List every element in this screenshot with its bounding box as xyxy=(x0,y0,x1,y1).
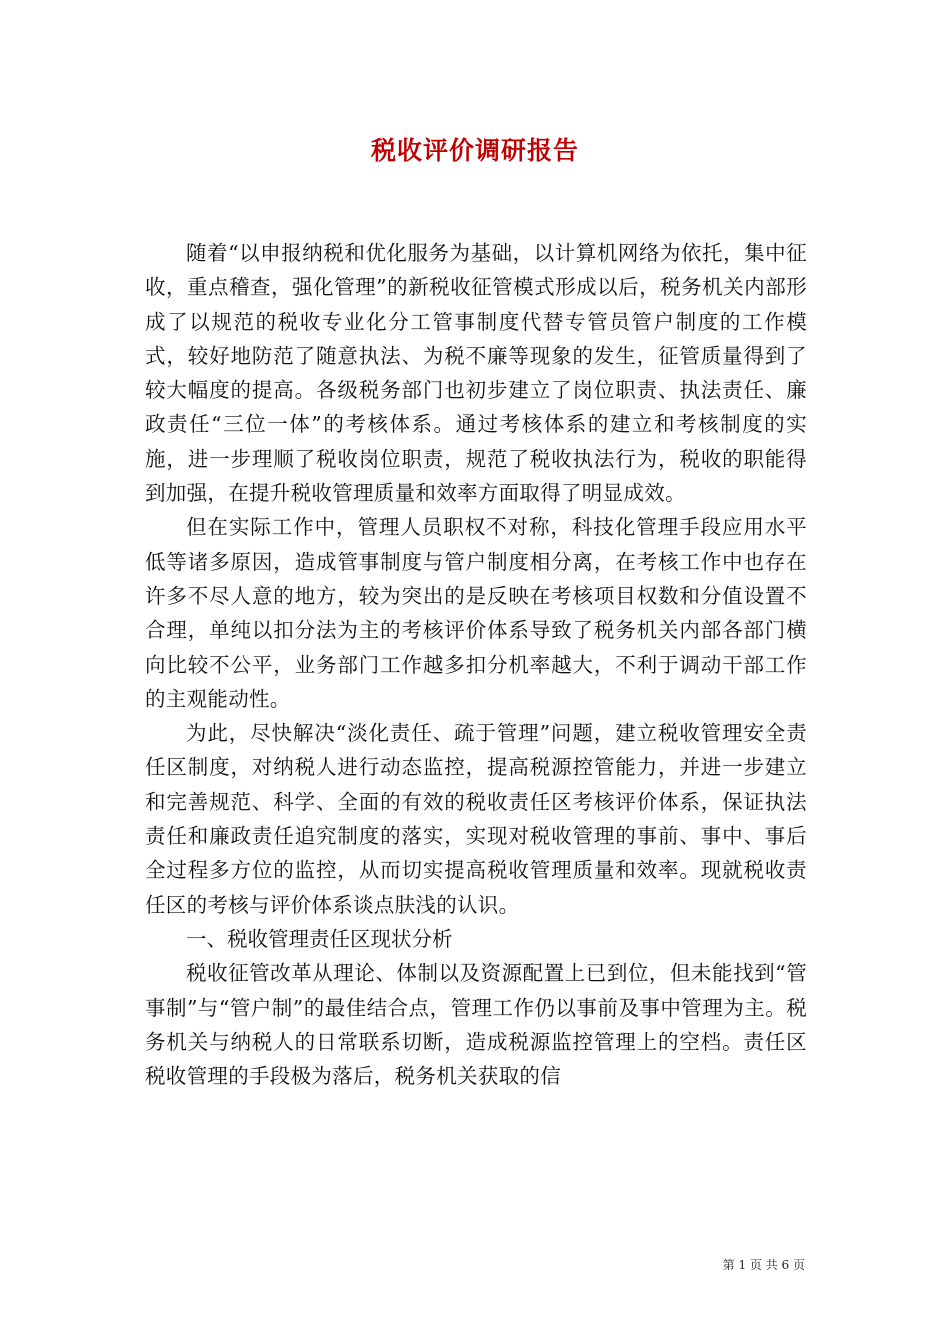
paragraph-1: 随着“以申报纳税和优化服务为基础，以计算机网络为依托，集中征收，重点稽查，强化管理”的新税收征管模式形成以后，税务机关内部形成了以规范的税收专业化分工管事制度代替专管员管户制度的工作模式，较好地防范了随意执法、为税不廉等现象的发生，征管质量得到了较大幅度的提高。各级税务部门也初步建立了岗位职责、执法责任、廉政责任“三位一体”的考核体系。通过考核体系的建立和考核制度的实施，进一步理顺了税收岗位职责，规范了税收执法行为，税收的职能得到加强，在提升税收管理质量和效率方面取得了明显成效。 xyxy=(145,241,807,506)
paragraph-3: 为此，尽快解决“淡化责任、疏于管理”问题，建立税收管理安全责任区制度，对纳税人进行动态监控，提高税源控管能力，并进一步建立和完善规范、科学、全面的有效的税收责任区考核评价体系，保证执法责任和廉政责任追究制度的落实，实现对税收管理的事前、事中、事后全过程多方位的监控，从而切实提高税收管理质量和效率。现就税收责任区的考核与评价体系谈点肤浅的认识。 xyxy=(145,721,807,917)
section-heading: 一、税收管理责任区现状分析 xyxy=(186,926,453,951)
paragraph-2: 但在实际工作中，管理人员职权不对称，科技化管理手段应用水平低等诸多原因，造成管事制度与管户制度相分离，在考核工作中也存在许多不尽人意的地方，较为突出的是反映在考核项目权数和分值设置不合理，单纯以扣分法为主的考核评价体系导致了税务机关内部各部门横向比较不公平，业务部门工作越多扣分机率越大，不利于调动干部工作的主观能动性。 xyxy=(145,515,807,711)
document-body xyxy=(145,236,807,1093)
document-title: 税收评价调研报告 xyxy=(370,136,579,165)
paragraph-4: 税收征管改革从理论、体制以及资源配置上已到位，但未能找到“管事制”与“管户制”的最佳结合点，管理工作仍以事前及事中管理为主。税务机关与纳税人的日常联系切断，造成税源监控管理上的空档。责任区税收管理的手段极为落后，税务机关获取的信 xyxy=(145,961,807,1089)
page-number: 第 1 页 共 6 页 xyxy=(722,1258,805,1272)
